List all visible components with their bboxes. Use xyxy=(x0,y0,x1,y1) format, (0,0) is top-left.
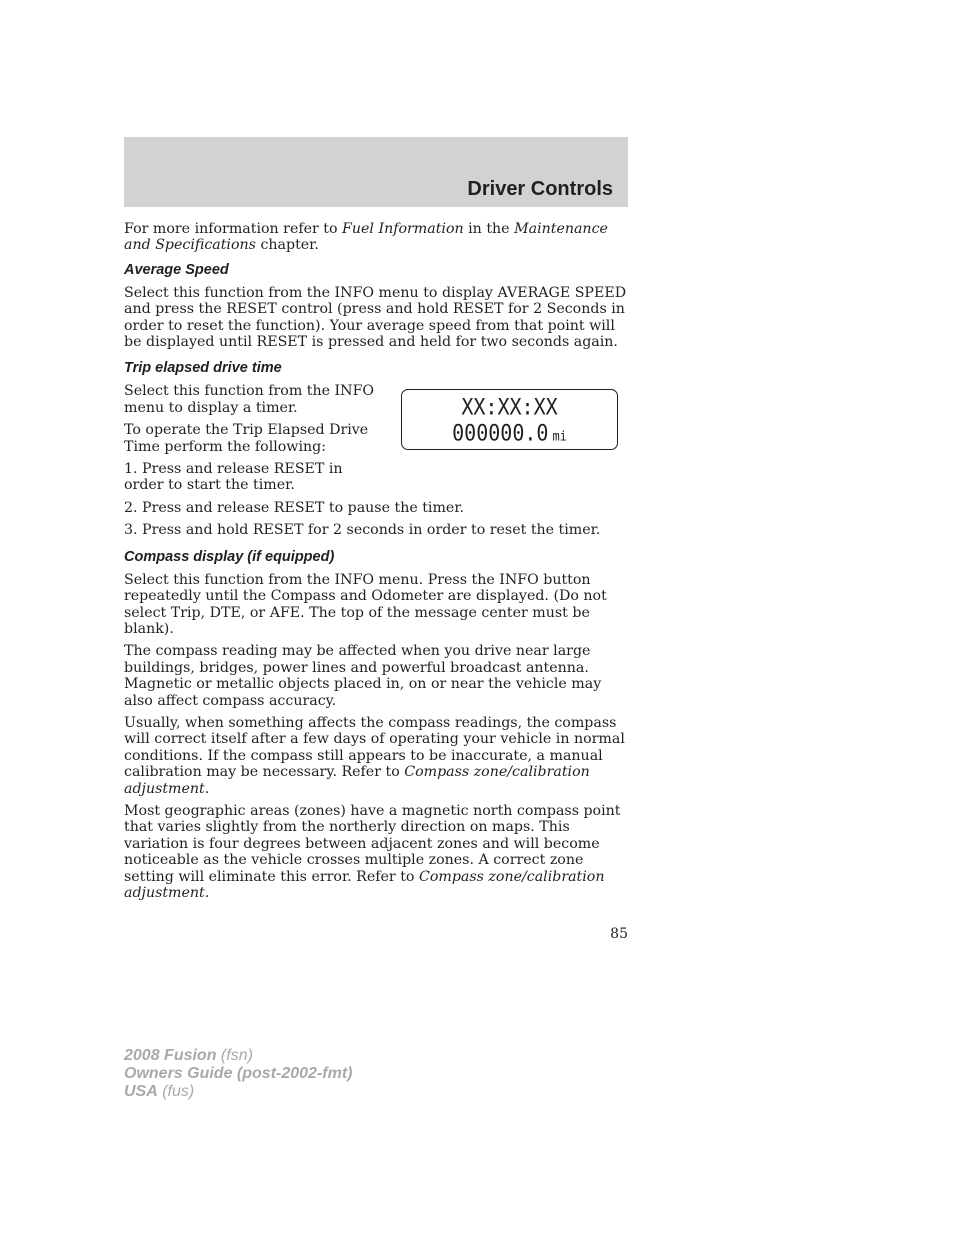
footer-model-code: (fsn) xyxy=(216,1047,253,1064)
message-center-display xyxy=(401,389,618,450)
footer-market-code: (fus) xyxy=(157,1083,195,1100)
average-speed-paragraph: Select this function from the INFO menu to display AVERAGE SPEED and press the RESET control (press and hold RESET for 2 Seconds in order to reset the function). Your average speed from that point will be displayed until RESET is pressed and held for two seconds again. xyxy=(124,284,627,351)
odometer-value: 000000.0 xyxy=(452,419,549,447)
intro-text: chapter. xyxy=(255,237,319,254)
intro-paragraph xyxy=(124,221,628,254)
compass-paragraph-3 xyxy=(124,715,628,797)
trip-elapsed-step-2: 2. Press and release RESET to pause the timer. xyxy=(124,499,465,516)
odometer-readout xyxy=(402,420,617,446)
footer-line-3 xyxy=(124,1083,352,1101)
average-speed-heading: Average Speed xyxy=(124,261,229,278)
section-title: Driver Controls xyxy=(467,178,613,200)
trip-elapsed-step-1: 1. Press and release RESET in order to start the timer. xyxy=(124,461,343,494)
maintenance-chapter-reference: Maintenance and Specifications xyxy=(124,221,608,254)
compass-paragraph-3-text: Usually, when something affects the compass readings, the compass will correct itself after a few days of operating your vehicle in normal conditions. If the compass still appears to be inaccurate, a manual calibration may be necessary. Refer to xyxy=(124,714,625,781)
section-header-band xyxy=(124,137,628,207)
compass-paragraph-1: Select this function from the INFO menu. Press the INFO button repeatedly until the Compass and Odometer are displayed. (Do not select Trip, DTE, or AFE. The top of the message center must be blank). xyxy=(124,571,607,637)
timer-readout: XX:XX:XX xyxy=(461,393,558,421)
compass-paragraph-2: The compass reading may be affected when you drive near large buildings, bridges, power lines and powerful broadcast antenna. Magnetic or metallic objects placed in, on or near the vehicle may also affect compass accuracy. xyxy=(124,643,602,709)
odometer-unit: mi xyxy=(552,428,567,444)
fuel-information-reference: Fuel Information xyxy=(342,221,464,237)
trip-elapsed-paragraph-1: Select this function from the INFO menu to display a timer. xyxy=(124,383,375,416)
footer-guide: Owners Guide (post-2002-fmt) xyxy=(124,1065,353,1082)
compass-heading: Compass display (if equipped) xyxy=(124,548,335,565)
trip-elapsed-heading: Trip elapsed drive time xyxy=(124,360,282,377)
document-footer xyxy=(124,1047,352,1101)
footer-line-2 xyxy=(124,1065,352,1083)
footer-model: 2008 Fusion xyxy=(124,1047,217,1064)
compass-calibration-reference: Compass zone/calibration adjustment xyxy=(124,764,590,797)
intro-text: For more information refer to xyxy=(124,221,343,237)
compass-paragraph-4-text: Most geographic areas (zones) have a magnetic north compass point that varies slightly from the northerly direction on maps. This variation is four degrees between adjacent zones and will become noticeable as the vehicle crosses multiple zones. A correct zone setting will eliminate this error. Refer to xyxy=(124,802,621,885)
trip-elapsed-paragraph-2: To operate the Trip Elapsed Drive Time perform the following: xyxy=(124,422,369,455)
trip-elapsed-step-3: 3. Press and hold RESET for 2 seconds in order to reset the timer. xyxy=(124,522,601,539)
intro-text: in the xyxy=(463,221,515,237)
page-number: 85 xyxy=(610,926,628,942)
compass-calibration-reference: Compass zone/calibration adjustment. xyxy=(124,868,605,901)
compass-paragraph-4 xyxy=(124,803,628,901)
compass-paragraph-3-end: . xyxy=(204,780,210,797)
footer-market: USA xyxy=(124,1083,158,1100)
page-content xyxy=(124,221,628,907)
footer-line-1 xyxy=(124,1047,352,1065)
